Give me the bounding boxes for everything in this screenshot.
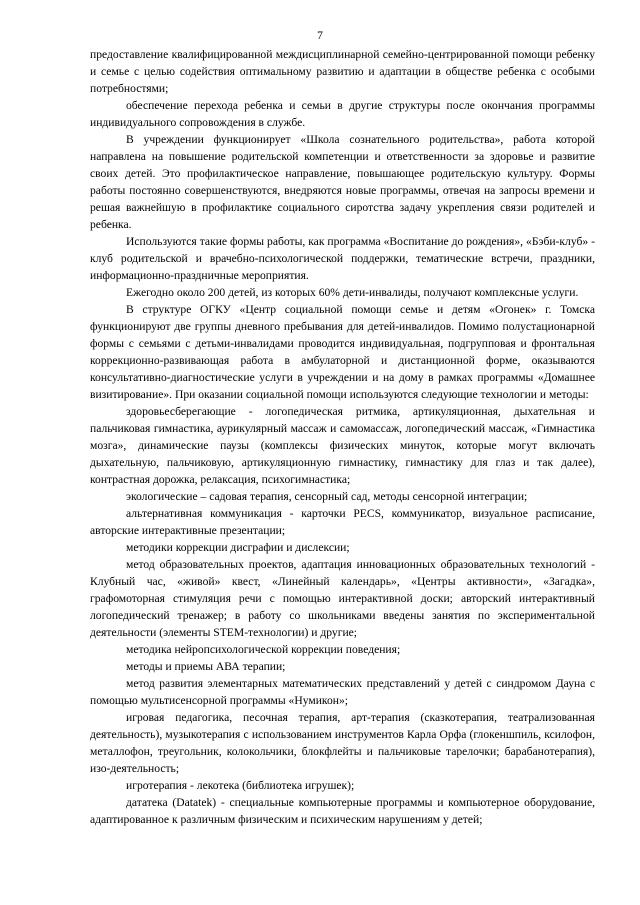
- paragraph: метод развития элементарных математических представлений у детей с синдромом Дауна с помощью мультисенсорной программы «Нумикон»;: [90, 677, 595, 707]
- paragraph: предоставление квалифицированной междисциплинарной семейно-центрированной помощи ребенку и семье с целью содействия оптимальному развитию и адаптации в обществе ребенка с особыми потребностями;: [90, 48, 595, 95]
- paragraph: Используются такие формы работы, как программа «Воспитание до рождения», «Бэби-клуб» - клуб родительской и врачебно-психологической поддержки, тематические встречи, праздники, информационно-праздничные мероприятия.: [90, 235, 595, 282]
- paragraph: методики коррекции дисграфии и дислексии;: [126, 541, 350, 554]
- paragraph: игровая педагогика, песочная терапия, арт-терапия (сказкотерапия, театрализованная деятельность), музыкотерапия с использованием инструментов Карла Орфа (глокеншпиль, ксилофон, металлофон, треугольник, колокольчики, блокфлейты и пальчиковые тарелочки; барабанотерапия), изо-деятельность;: [90, 711, 595, 775]
- paragraph: В учреждении функционирует «Школа сознательного родительства», работа которой направлена на повышение родительской компетенции и ответственности за здоровье и развитие своих детей. Это профилактическое направление, повышающее родительскую культуру. Формы работы постоянно совершенствуются, внедряются новые программы, отвечая на запросы времени и решая важнейшую в профилактике социального сиротства задачу укрепления связи родителей и ребенка.: [90, 133, 595, 231]
- paragraph: альтернативная коммуникация - карточки PECS, коммуникатор, визуальное расписание, авторские интерактивные презентации;: [90, 507, 595, 537]
- paragraph: методика нейропсихологической коррекции поведения;: [126, 643, 401, 656]
- paragraph: экологические – садовая терапия, сенсорный сад, методы сенсорной интеграции;: [126, 490, 528, 503]
- page-number: 7: [317, 30, 323, 42]
- paragraph: здоровьесберегающие - логопедическая ритмика, артикуляционная, дыхательная и пальчиковая гимнастика, аурикулярный массаж и самомассаж, логопедический массаж, «Гимнастика мозга», динамические паузы (комплексы физических минуток, которые могут включать дыхательную, пальчиковую, артикуляционную гимнастику, гимнастику для глаз и так далее), контрастная дорожка, релаксация, психогимнастика;: [90, 405, 595, 486]
- document-body: [90, 46, 595, 828]
- paragraph: дататека (Datatek) - специальные компьютерные программы и компьютерное оборудование, адаптированное к различным физическим и психическим нарушениям у детей;: [90, 796, 595, 826]
- paragraph: Ежегодно около 200 детей, из которых 60% дети-инвалиды, получают комплексные услуги.: [126, 286, 579, 299]
- paragraph: методы и приемы АВА терапии;: [126, 660, 286, 673]
- paragraph: обеспечение перехода ребенка и семьи в другие структуры после окончания программы индивидуального сопровождения в службе.: [90, 99, 595, 129]
- paragraph: игротерапия - лекотека (библиотека игрушек);: [126, 779, 355, 792]
- paragraph: метод образовательных проектов, адаптация инновационных образовательных технологий - Клубный час, «живой» квест, «Линейный календарь», «Центры активности», «Загадка», графомоторная стимуляция речи с помощью интерактивной доски; авторский интерактивный логопедический тренажер; в работу со школьниками введены занятия по экспериментальной деятельности (элементы STEM-технологии) и другие;: [90, 558, 595, 639]
- paragraph: В структуре ОГКУ «Центр социальной помощи семье и детям «Огонек» г. Томска функционируют две группы дневного пребывания для детей-инвалидов. Помимо полустационарной формы с семьями с детьми-инвалидами проводится индивидуальная, подгрупповая и фронтальная коррекционно-развивающая работа в амбулаторной и дистанционной форме, оказываются консультативно-диагностические услуги в учреждении и на дому в рамках программы «Домашнее визитирование». При оказании социальной помощи используются следующие технологии и методы:: [90, 303, 595, 401]
